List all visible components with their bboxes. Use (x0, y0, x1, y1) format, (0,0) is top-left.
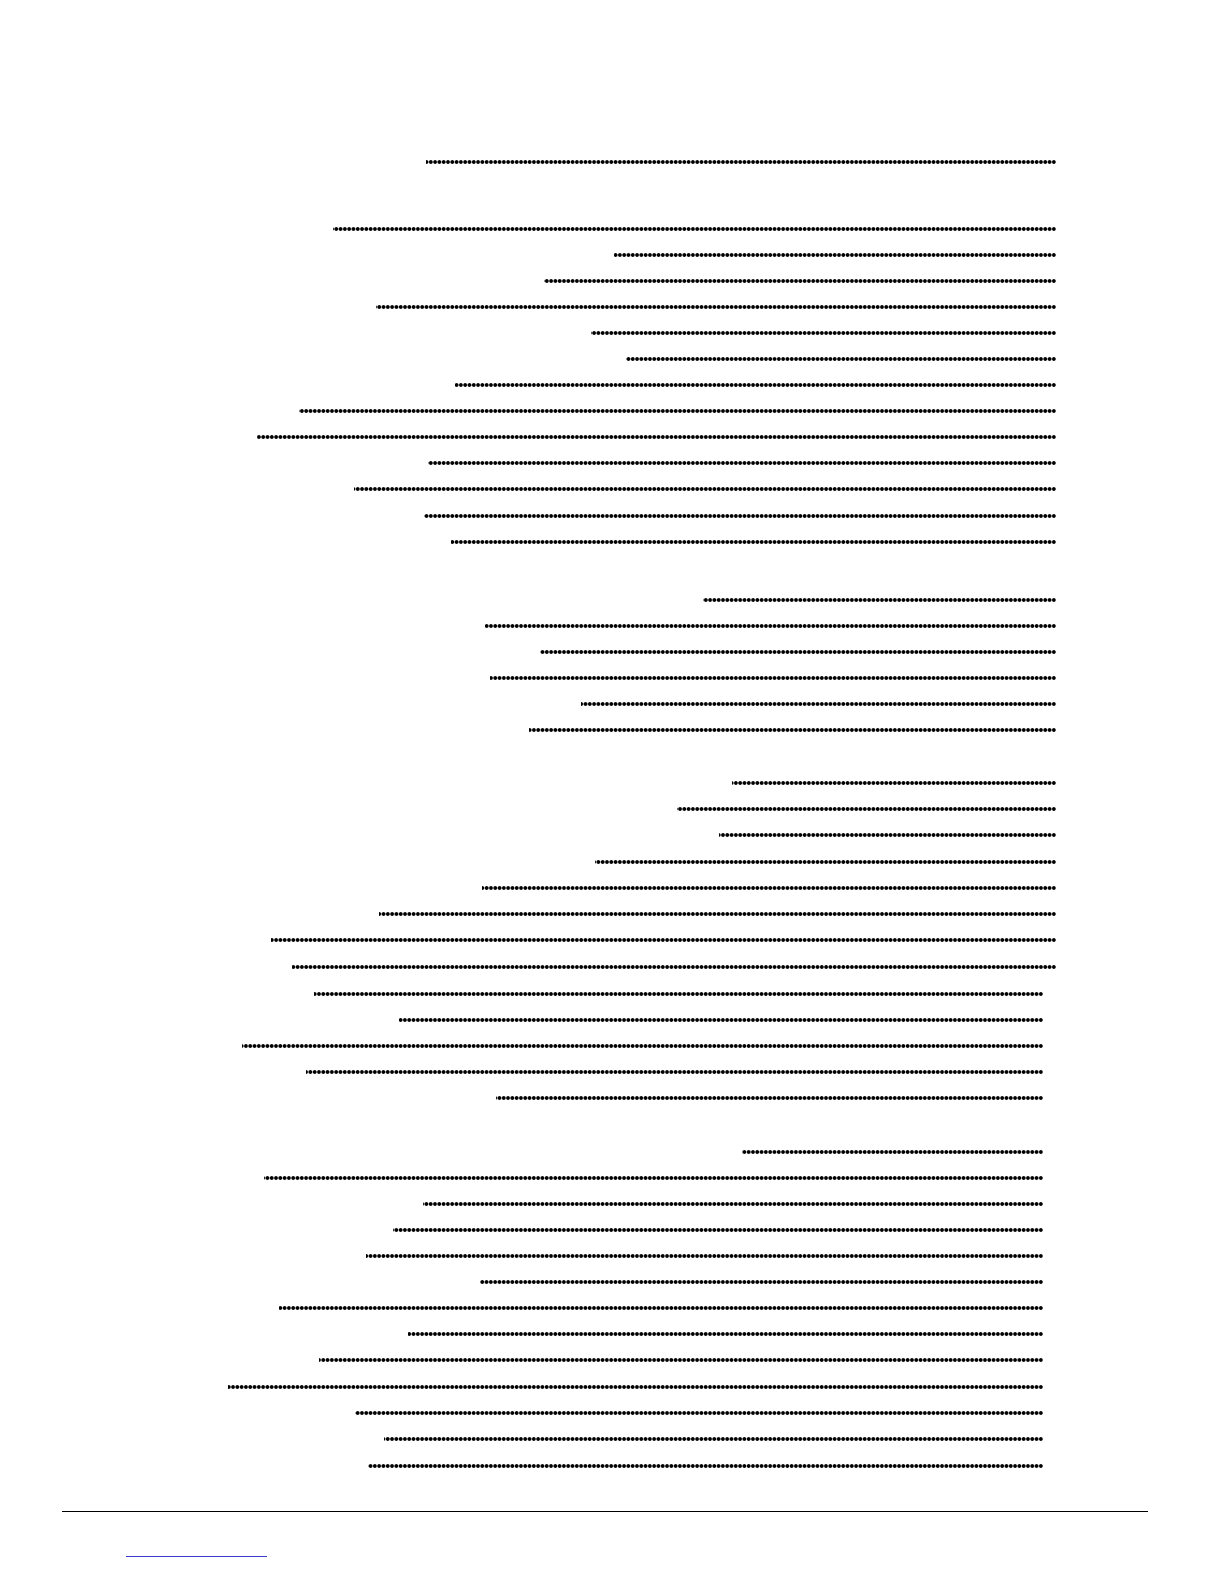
toc-leader-dots (408, 1331, 1043, 1337)
toc-leader-dots (319, 1357, 1043, 1363)
toc-leader-dots (354, 486, 1056, 492)
toc-leader-dots (485, 623, 1056, 629)
toc-leader-dots (399, 1017, 1043, 1023)
toc-leader-dots (423, 1201, 1043, 1207)
toc-leader-dots (614, 252, 1056, 258)
toc-leader-dots (703, 597, 1056, 603)
toc-leader-dots (242, 1043, 1043, 1049)
toc-leader-dots (732, 780, 1056, 786)
toc-leader-dots (591, 330, 1056, 336)
toc-leader-dots (379, 911, 1056, 917)
toc-leader-dots (595, 859, 1056, 865)
toc-leader-dots (393, 1227, 1043, 1233)
toc-leader-dots (306, 1069, 1043, 1075)
toc-leader-dots (455, 382, 1056, 388)
toc-leader-dots (368, 1463, 1043, 1469)
toc-leader-dots (257, 434, 1056, 440)
toc-leader-dots (355, 1410, 1043, 1416)
toc-leader-dots (544, 278, 1056, 284)
toc-leader-dots (292, 964, 1056, 970)
toc-leader-dots (482, 885, 1056, 891)
toc-leader-dots (333, 226, 1056, 232)
footer-divider (62, 1511, 1148, 1512)
toc-leader-dots (426, 159, 1056, 165)
toc-leader-dots (424, 513, 1056, 519)
toc-leader-dots (496, 1095, 1043, 1101)
toc-leader-dots (529, 727, 1056, 733)
toc-leader-dots (480, 1279, 1043, 1285)
toc-leader-dots (314, 991, 1043, 997)
toc-leader-dots (490, 675, 1056, 681)
footer-link[interactable] (126, 1556, 267, 1557)
toc-leader-dots (279, 1305, 1043, 1311)
toc-leader-dots (384, 1436, 1043, 1442)
toc-leader-dots (228, 1384, 1043, 1390)
toc-leader-dots (719, 832, 1056, 838)
toc-leader-dots (376, 304, 1056, 310)
toc-leader-dots (581, 701, 1056, 707)
toc-leader-dots (271, 937, 1056, 943)
toc-leader-dots (626, 356, 1056, 362)
toc-leader-dots (451, 539, 1056, 545)
toc-leader-dots (540, 649, 1056, 655)
toc-leader-dots (264, 1175, 1043, 1181)
toc-leader-dots (299, 408, 1056, 414)
toc-leader-dots (742, 1149, 1043, 1155)
toc-leader-dots (366, 1253, 1043, 1259)
toc-leader-dots (428, 460, 1056, 466)
toc-leader-dots (677, 806, 1056, 812)
